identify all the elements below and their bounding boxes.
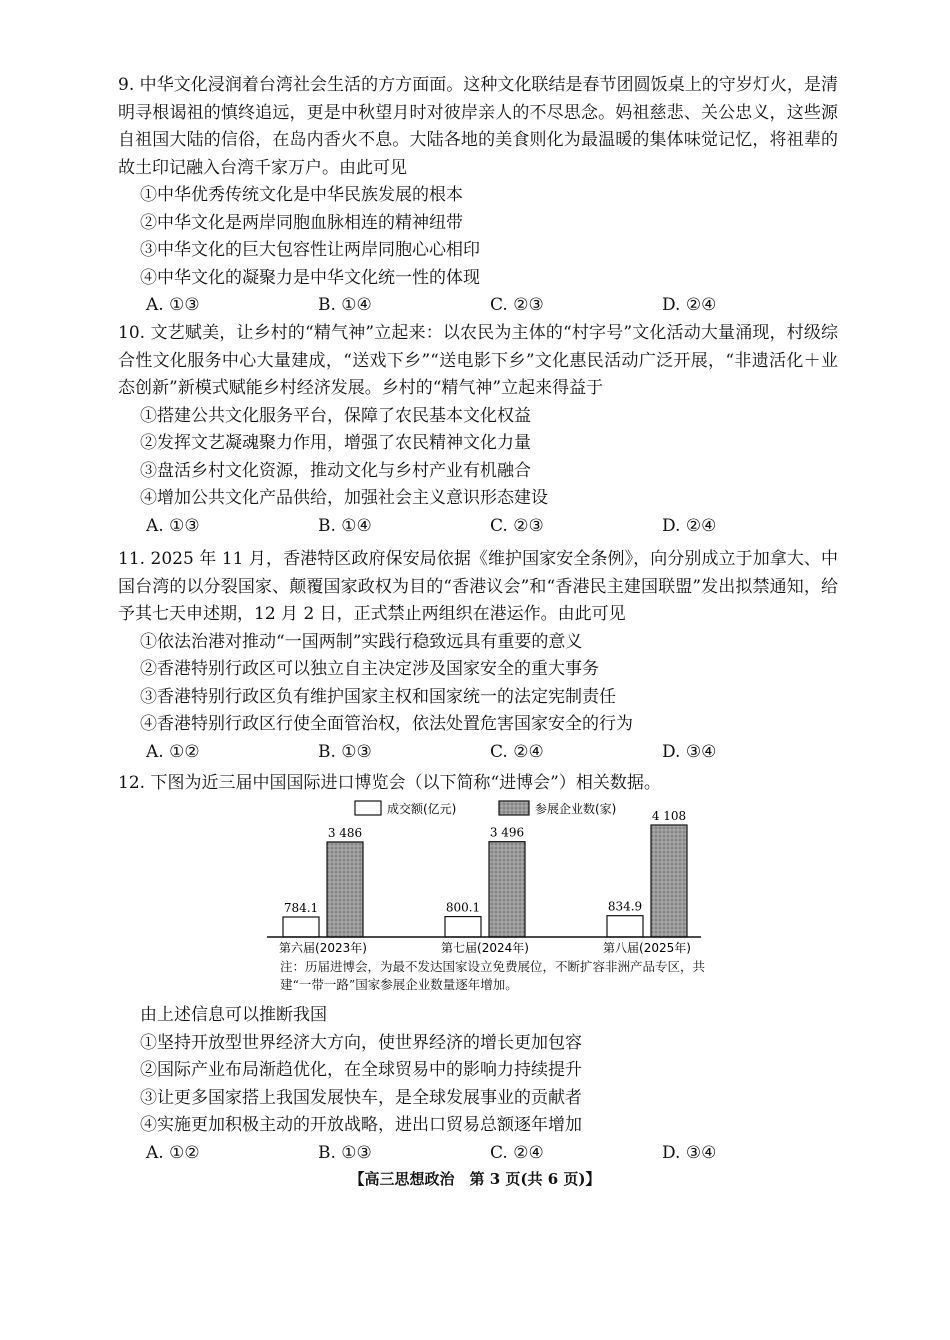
- q9-choice-c[interactable]: C. ②③: [490, 295, 544, 315]
- bar-exhibitors-1: [327, 842, 363, 937]
- q9-choice-a[interactable]: A. ①③: [146, 295, 200, 315]
- q10-option-4: ④增加公共文化产品供给，加强社会主义意识形态建设: [140, 488, 548, 508]
- q9-choices: [118, 292, 838, 320]
- q11-option-3: ③香港特别行政区负有维护国家主权和国家统一的法定宪制责任: [140, 686, 616, 707]
- q12-option-4: ④实施更加积极主动的开放战略，进出口贸易总额逐年增加: [140, 1115, 582, 1135]
- q11-choice-a[interactable]: A. ①②: [146, 741, 200, 762]
- question-11-stem: 11. 2025 年 11 月，香港特区政府保安局依据《维护国家安全条例》，向分别成立于加拿大、中国台湾的以分裂国家、颠覆国家政权为目的“香港议会”和“香港民主建国联盟”发出拟禁通知，给予其七天申述期，12 月 2 日，正式禁止两组织在港运作。由此可见: [118, 549, 838, 624]
- q11-choices: [118, 739, 838, 767]
- category-label-1: 第六届(2023年): [279, 941, 367, 955]
- label-exhibitors-2: 3 496: [489, 825, 525, 840]
- chart-note: 注：历届进博会，为最不发达国家设立免费展位，不断扩容非洲产品专区，共建“一带一路”国家参展企业数量逐年增加。: [280, 959, 706, 992]
- question-12: [118, 770, 838, 798]
- q11-choice-d[interactable]: D. ③④: [662, 741, 717, 762]
- q12-option-2: ②国际产业布局渐趋优化，在全球贸易中的影响力持续提升: [140, 1060, 582, 1080]
- q12-choice-d[interactable]: D. ③④: [662, 1142, 717, 1163]
- chart-legend: [355, 801, 616, 816]
- bar-amount-1: [283, 917, 319, 937]
- q12-choice-c[interactable]: C. ②④: [490, 1142, 544, 1163]
- q9-choice-b[interactable]: B. ①④: [318, 295, 372, 315]
- legend-swatch-exhibitors: [499, 801, 529, 815]
- category-label-3: 第八届(2025年): [603, 941, 691, 955]
- q11-choice-c[interactable]: C. ②④: [490, 741, 544, 762]
- question-10-stem: 10. 文艺赋美，让乡村的“精气神”立起来：以农民为主体的“村字号”文化活动大量涌现，村级综合性文化服务中心大量建成，“送戏下乡”“送电影下乡”文化惠民活动广泛开展，“非遗活化＋业态创新”新模式赋能乡村经济发展。乡村的“精气神”立起来得益于: [118, 323, 838, 398]
- label-exhibitors-3: 4 108: [651, 809, 687, 823]
- q12-choice-b[interactable]: B. ①③: [318, 1142, 372, 1163]
- question-9: [118, 72, 838, 320]
- legend-swatch-amount: [355, 801, 381, 815]
- category-label-2: 第七届(2024年): [441, 941, 529, 955]
- q11-choice-b[interactable]: B. ①③: [318, 741, 372, 762]
- q9-option-1: ①中华优秀传统文化是中华民族发展的根本: [140, 185, 463, 205]
- q12-option-3: ③让更多国家搭上我国发展快车，是全球发展事业的贡献者: [140, 1087, 582, 1108]
- q12-choices: [118, 1140, 838, 1168]
- bar-amount-2: [445, 917, 481, 937]
- q12-option-1: ①坚持开放型世界经济大方向，使世界经济的增长更加包容: [140, 1032, 582, 1053]
- q9-option-3: ③中华文化的巨大包容性让两岸同胞心心相印: [140, 240, 480, 260]
- bar-exhibitors-2: [489, 842, 525, 937]
- page-footer: 【高三思想政治 第 3 页(共 6 页)】: [349, 1170, 601, 1188]
- label-amount-2: 800.1: [445, 900, 481, 915]
- q10-choice-b[interactable]: B. ①④: [318, 515, 372, 536]
- q9-option-4: ④中华文化的凝聚力是中华文化统一性的体现: [140, 267, 480, 288]
- q12-lead: 由上述信息可以推断我国: [140, 1005, 327, 1025]
- q12-choice-a[interactable]: A. ①②: [146, 1142, 200, 1163]
- expo-bar-chart: [255, 795, 715, 955]
- legend-label-amount: 成交额(亿元): [387, 802, 457, 816]
- label-amount-3: 834.9: [607, 899, 643, 914]
- q11-option-1: ①依法治港对推动“一国两制”实践行稳致远具有重要的意义: [140, 631, 583, 652]
- question-9-stem: 9. 中华文化浸润着台湾社会生活的方方面面。这种文化联结是春节团圆饭桌上的守岁灯火，是清明寻根谒祖的慎终追远，更是中秋望月时对彼岸亲人的不尽思念。妈祖慈悲、关公忠义，这些源自祖国大陆的信俗，在岛内香火不息。大陆各地的美食则化为最温暖的集体味觉记忆，将祖辈的故土印记融入台湾千家万户。由此可见: [118, 75, 838, 178]
- label-amount-1: 784.1: [283, 901, 319, 915]
- bar-exhibitors-3: [651, 825, 687, 937]
- q10-choices: [118, 513, 838, 541]
- q9-choice-d[interactable]: D. ②④: [662, 295, 717, 315]
- question-12-body: [118, 1002, 838, 1167]
- q11-option-4: ④香港特别行政区行使全面管治权，依法处置危害国家安全的行为: [140, 714, 633, 734]
- label-exhibitors-1: 3 486: [327, 825, 363, 840]
- q11-option-2: ②香港特别行政区可以独立自主决定涉及国家安全的重大事务: [140, 659, 599, 679]
- question-12-stem: 12. 下图为近三届中国国际进口博览会（以下简称“进博会”）相关数据。: [118, 773, 661, 793]
- q10-choice-c[interactable]: C. ②③: [490, 515, 544, 536]
- q10-choice-d[interactable]: D. ②④: [662, 515, 717, 536]
- q10-option-3: ③盘活乡村文化资源，推动文化与乡村产业有机融合: [140, 460, 531, 481]
- q10-choice-a[interactable]: A. ①③: [146, 515, 200, 536]
- question-11: [118, 546, 838, 766]
- question-10: [118, 320, 838, 540]
- legend-label-exhibitors: 参展企业数(家): [535, 802, 617, 816]
- q10-option-1: ①搭建公共文化服务平台，保障了农民基本文化权益: [140, 405, 531, 426]
- q9-option-2: ②中华文化是两岸同胞血脉相连的精神纽带: [140, 212, 463, 233]
- q10-option-2: ②发挥文艺凝魂聚力作用，增强了农民精神文化力量: [140, 433, 531, 453]
- bar-amount-3: [607, 916, 643, 937]
